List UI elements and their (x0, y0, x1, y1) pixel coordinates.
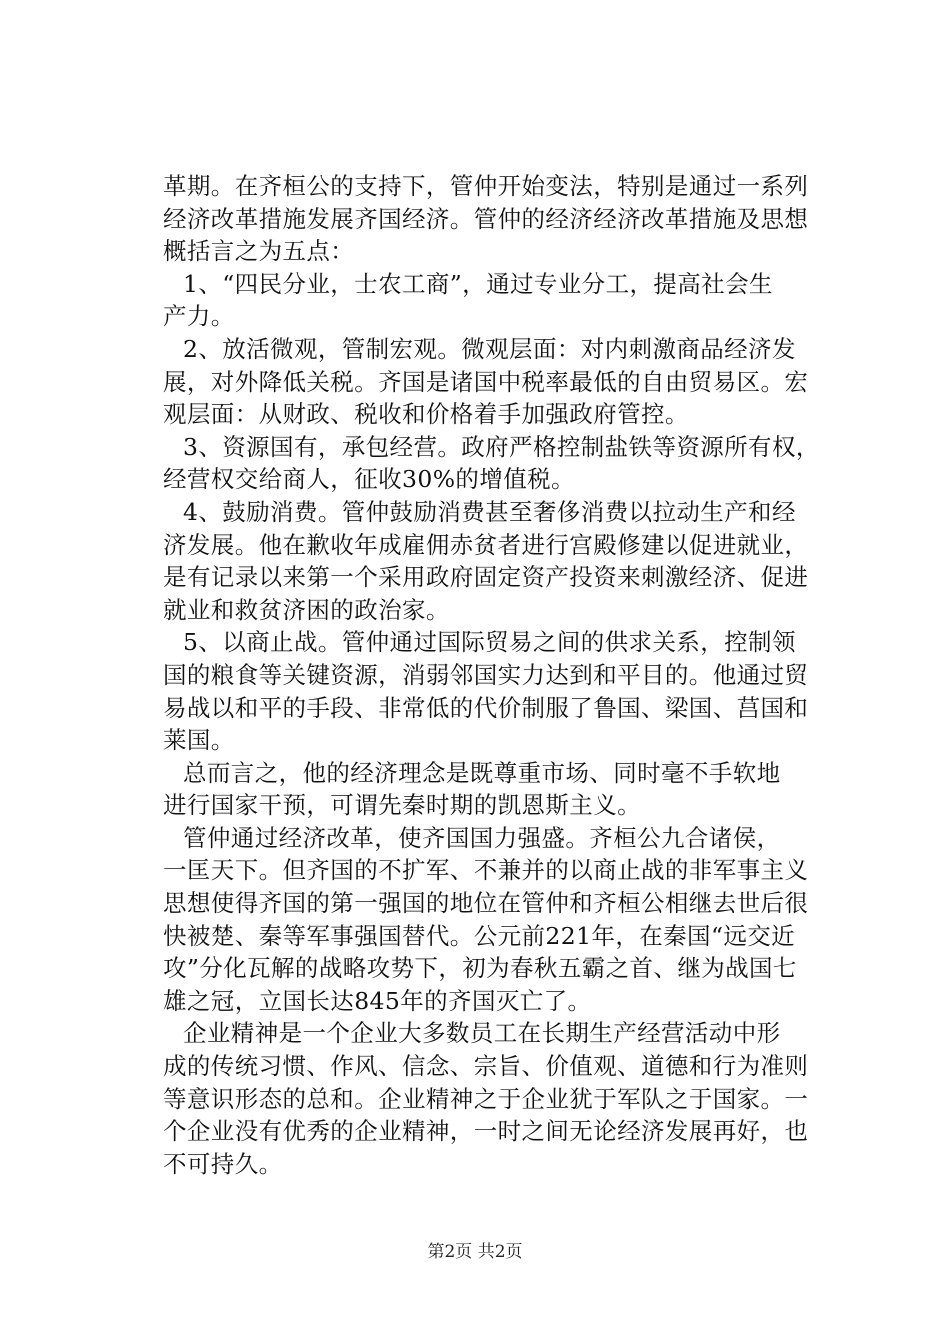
text-line: 进行国家干预，可谓先秦时期的凯恩斯主义。 (163, 791, 641, 820)
text-line: 国的粮食等关键资源，消弱邻国实力达到和平目的。他通过贸 (163, 660, 809, 689)
text-line: 产力。 (163, 302, 235, 331)
text-line: 个企业没有优秀的企业精神，一时之间无论经济发展再好，也 (163, 1117, 809, 1146)
text-line: 等意识形态的总和。企业精神之于企业犹于军队之于国家。一 (163, 1084, 809, 1113)
text-line: 思想使得齐国的第一强国的地位在管仲和齐桓公相继去世后很 (163, 889, 809, 918)
text-line: 快被楚、秦等军事强国替代。公元前221年，在秦国“远交近 (163, 921, 796, 950)
text-line: 莱国。 (163, 726, 235, 755)
text-line: 管仲通过经济改革，使齐国国力强盛。齐桓公九合诸侯， (183, 823, 781, 852)
text-line: 经济改革措施发展齐国经济。管仲的经济经济改革措施及思想 (163, 204, 809, 233)
page-number-label: 第2页 共2页 (427, 1242, 523, 1262)
text-line: 概括言之为五点： (163, 237, 355, 266)
text-line: 不可持久。 (163, 1149, 283, 1178)
text-line: 3、资源国有，承包经营。政府严格控制盐铁等资源所有权， (183, 432, 820, 461)
text-line: 1、“四民分业，士农工商”，通过专业分工，提高社会生 (183, 269, 773, 298)
text-line: 观层面：从财政、税收和价格着手加强政府管控。 (163, 400, 689, 429)
text-line: 企业精神是一个企业大多数员工在长期生产经营活动中形 (183, 1019, 781, 1048)
text-line: 总而言之，他的经济理念是既尊重市场、同时毫不手软地 (183, 758, 781, 787)
text-line: 雄之冠，立国长达845年的齐国灭亡了。 (163, 986, 592, 1015)
text-line: 5、以商止战。管仲通过国际贸易之间的供求关系，控制领 (183, 628, 796, 657)
text-line: 一匡天下。但齐国的不扩军、不兼并的以商止战的非军事主义 (163, 856, 809, 885)
text-line: 是有记录以来第一个采用政府固定资产投资来刺激经济、促进 (163, 563, 809, 592)
body-text (163, 170, 835, 1180)
text-line: 易战以和平的手段、非常低的代价制服了鲁国、梁国、莒国和 (163, 693, 809, 722)
text-line: 经营权交给商人，征收30%的增值税。 (163, 465, 575, 494)
text-line: 济发展。他在歉收年成雇佣赤贫者进行宫殿修建以促进就业， (163, 530, 809, 559)
text-line: 革期。在齐桓公的支持下，管仲开始变法，特别是通过一系列 (163, 172, 809, 200)
text-line: 就业和救贫济困的政治家。 (163, 595, 450, 624)
text-line: 2、放活微观，管制宏观。微观层面：对内刺激商品经济发 (183, 334, 796, 363)
page-footer (0, 1242, 950, 1262)
text-line: 4、鼓励消费。管仲鼓励消费甚至奢侈消费以拉动生产和经 (183, 497, 796, 526)
text-line: 攻”分化瓦解的战略攻势下，初为春秋五霸之首、继为战国七 (163, 954, 797, 983)
text-line: 展，对外降低关税。齐国是诸国中税率最低的自由贸易区。宏 (163, 367, 809, 396)
text-line: 成的传统习惯、作风、信念、宗旨、价值观、道德和行为准则 (163, 1052, 809, 1081)
